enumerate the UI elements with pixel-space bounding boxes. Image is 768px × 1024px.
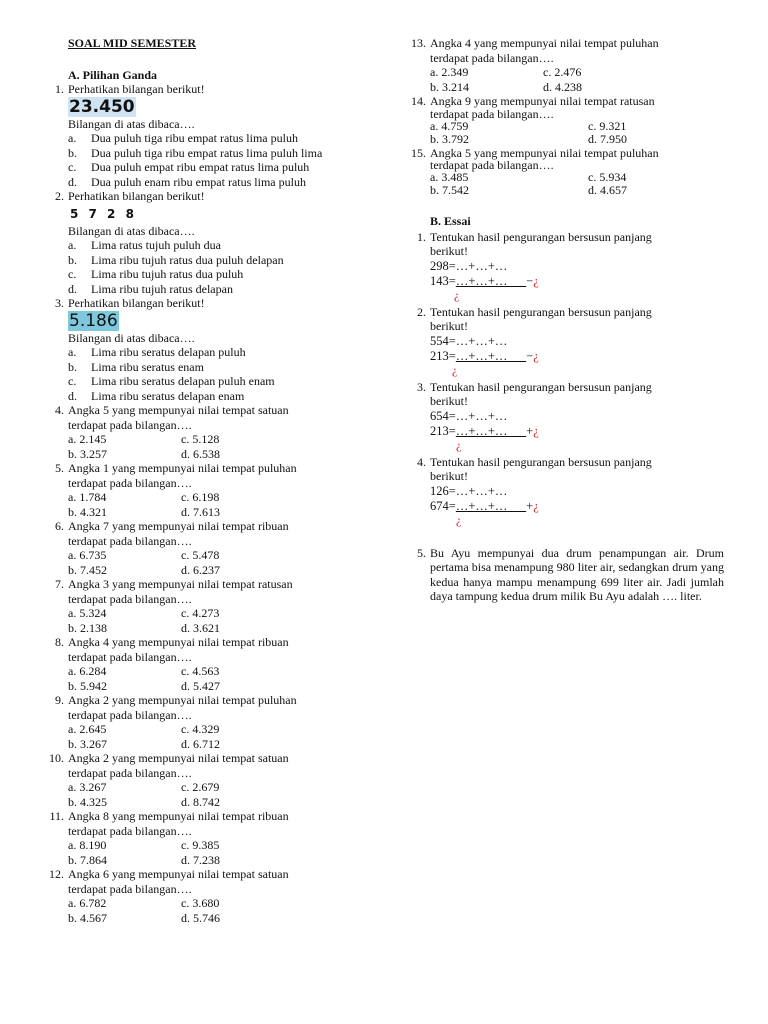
option-a[interactable]: a. Lima ribu seratus delapan puluh — [68, 345, 246, 359]
option-c[interactable]: c. 3.680 — [181, 896, 220, 910]
option-a[interactable]: a. Dua puluh tiga ribu empat ratus lima puluh — [68, 131, 298, 145]
option-c[interactable]: c. 5.128 — [181, 432, 220, 446]
option-b[interactable]: b. 7.864 — [68, 852, 107, 867]
question-text: Angka 3 yang mempunyai nilai tempat ratusan — [68, 577, 293, 591]
question-7 — [40, 577, 385, 635]
option-b[interactable]: b. 4.567 — [68, 910, 107, 925]
question-14 — [402, 94, 724, 146]
option-a[interactable]: a. 2.645 — [68, 722, 107, 736]
question-number: 3. — [55, 296, 64, 310]
question-text-cont: terdapat pada bilangan…. — [430, 158, 554, 172]
equation-line-1: 298=…+…+… — [430, 258, 508, 273]
equation-line-2: 674=…+…+… +¿ — [430, 498, 539, 513]
question-number: 8. — [55, 635, 64, 649]
option-d[interactable]: d. 8.742 — [181, 794, 220, 809]
option-b[interactable]: b. 7.542 — [430, 183, 469, 197]
question-text-cont: berikut! — [430, 394, 468, 408]
option-c[interactable]: c. 4.329 — [181, 722, 220, 736]
question-text: Angka 5 yang mempunyai nilai tempat satuan — [68, 403, 289, 417]
essay-questions — [402, 230, 724, 604]
question-text-cont: terdapat pada bilangan…. — [68, 417, 192, 432]
option-c[interactable]: c. 6.198 — [181, 490, 220, 504]
option-d[interactable]: d. 4.657 — [588, 183, 627, 197]
option-b[interactable]: b. Dua puluh tiga ribu empat ratus lima puluh lima — [68, 145, 323, 160]
option-d[interactable]: d. 6.712 — [181, 736, 220, 751]
option-a[interactable]: a. 6.284 — [68, 664, 107, 678]
question-number: 3. — [417, 379, 426, 394]
option-b[interactable]: b. 4.325 — [68, 794, 107, 809]
question-text: Bilangan di atas dibaca…. — [68, 116, 195, 131]
question-15 — [402, 146, 724, 198]
option-c[interactable]: c. Dua puluh empat ribu empat ratus lima puluh — [68, 160, 310, 174]
question-8 — [40, 635, 385, 693]
question-4 — [40, 403, 385, 461]
question-text-cont: terdapat pada bilangan…. — [68, 591, 192, 606]
essay-question-3 — [402, 380, 724, 451]
question-text-cont: terdapat pada bilangan…. — [68, 765, 192, 780]
option-a[interactable]: a. 2.145 — [68, 432, 107, 446]
option-c[interactable]: c. 9.385 — [181, 838, 220, 852]
option-d[interactable]: d. 5.427 — [181, 678, 220, 693]
question-number: 2. — [417, 304, 426, 319]
option-c[interactable]: c. Lima ribu seratus delapan puluh enam — [68, 374, 275, 388]
question-5 — [40, 461, 385, 519]
option-d[interactable]: d. Lima ribu tujuh ratus delapan — [68, 281, 233, 296]
highlighted-number: 5.186 — [69, 310, 118, 331]
question-number: 4. — [417, 454, 426, 469]
question-number: 13. — [411, 36, 426, 50]
option-d[interactable]: d. 4.238 — [543, 79, 582, 94]
red-mark: ¿ — [454, 287, 460, 302]
question-number: 12. — [49, 867, 64, 881]
question-prompt: Perhatikan bilangan berikut! — [68, 189, 205, 203]
option-c[interactable]: c. 4.563 — [181, 664, 220, 678]
option-b[interactable]: b. Lima ribu seratus enam — [68, 359, 204, 374]
option-d[interactable]: d. 7.613 — [181, 504, 220, 519]
essay-question-1 — [402, 230, 724, 301]
question-2 — [40, 189, 385, 296]
red-mark: ¿ — [452, 362, 458, 377]
right-column — [402, 36, 724, 604]
question-text-cont: terdapat pada bilangan…. — [430, 106, 554, 121]
page-title: SOAL MID SEMESTER — [68, 36, 197, 50]
option-b[interactable]: b. 4.321 — [68, 504, 107, 519]
option-a[interactable]: a. 8.190 — [68, 838, 107, 852]
question-10 — [40, 751, 385, 809]
option-c[interactable]: c. 2.679 — [181, 780, 220, 794]
question-number: 11. — [49, 809, 64, 823]
option-a[interactable]: a. 2.349 — [430, 65, 469, 79]
place-value-questions — [40, 403, 385, 925]
question-text: Angka 4 yang mempunyai nilai tempat puluhan — [430, 36, 659, 50]
question-text: Angka 4 yang mempunyai nilai tempat ribuan — [68, 635, 289, 649]
question-12 — [40, 867, 385, 925]
number-digits: 5 7 2 8 — [70, 206, 135, 221]
option-b[interactable]: b. 3.257 — [68, 446, 107, 461]
option-a[interactable]: a. Lima ratus tujuh puluh dua — [68, 238, 221, 252]
option-a[interactable]: a. 1.784 — [68, 490, 107, 504]
question-text: Bilangan di atas dibaca…. — [68, 223, 195, 238]
question-text: Angka 1 yang mempunyai nilai tempat puluhan — [68, 461, 297, 475]
option-b[interactable]: b. Lima ribu tujuh ratus dua puluh delapan — [68, 252, 284, 267]
option-a[interactable]: a. 3.267 — [68, 780, 107, 794]
question-number: 7. — [55, 577, 64, 591]
question-text-cont: berikut! — [430, 244, 468, 258]
question-number: 10. — [49, 751, 64, 765]
option-a[interactable]: a. 6.735 — [68, 548, 107, 562]
question-number: 1. — [55, 82, 64, 96]
option-c[interactable]: c. 5.478 — [181, 548, 220, 562]
question-text: Bilangan di atas dibaca…. — [68, 330, 195, 345]
option-c[interactable]: c. 4.273 — [181, 606, 220, 620]
question-1 — [40, 82, 385, 189]
option-b[interactable]: b. 5.942 — [68, 678, 107, 693]
equation-line-2: 213=…+…+… −¿ — [430, 348, 539, 363]
option-b[interactable]: b. 3.792 — [430, 131, 469, 146]
equation-line-1: 554=…+…+… — [430, 333, 508, 348]
section-b-heading: B. Essai — [430, 214, 471, 228]
question-text: Tentukan hasil pengurangan bersusun panjang — [430, 454, 652, 469]
question-number: 15. — [411, 145, 426, 160]
question-13 — [402, 36, 724, 94]
equation-line-1: 126=…+…+… — [430, 483, 508, 498]
question-3 — [40, 296, 385, 403]
equation-line-2: 213=…+…+… +¿ — [430, 423, 539, 438]
question-number: 2. — [55, 189, 64, 203]
question-text: Angka 5 yang mempunyai nilai tempat puluhan — [430, 145, 659, 160]
essay-question-5 — [402, 546, 724, 604]
word-problem-text: Bu Ayu mempunyai dua drum penampungan air. Drum pertama bisa menampung 980 liter air, sedangkan drum yang kedua hanya mampu menampung 699 liter air. Jadi jumlah daya tampung kedua drum milik Bu Ayu adalah …. liter. — [430, 545, 724, 603]
question-text: Tentukan hasil pengurangan bersusun panjang — [430, 229, 652, 244]
question-number: 6. — [55, 519, 64, 533]
question-text-cont: berikut! — [430, 469, 468, 483]
question-text: Angka 6 yang mempunyai nilai tempat satuan — [68, 867, 289, 881]
option-d[interactable]: d. 7.238 — [181, 852, 220, 867]
question-text: Tentukan hasil pengurangan bersusun panjang — [430, 379, 652, 394]
option-c[interactable]: c. 5.934 — [588, 170, 627, 184]
option-a[interactable]: a. 4.759 — [430, 118, 469, 133]
essay-question-2 — [402, 305, 724, 376]
section-a-heading: A. Pilihan Ganda — [68, 67, 158, 82]
equation-line-1: 654=…+…+… — [430, 408, 508, 423]
option-b[interactable]: b. 3.267 — [68, 736, 107, 751]
question-number: 14. — [411, 94, 426, 108]
question-number: 5. — [55, 461, 64, 475]
question-text: Angka 7 yang mempunyai nilai tempat ribuan — [68, 519, 289, 533]
question-prompt: Perhatikan bilangan berikut! — [68, 296, 205, 310]
question-number: 4. — [55, 403, 64, 417]
question-text-cont: berikut! — [430, 319, 468, 333]
option-b[interactable]: b. 3.214 — [430, 79, 469, 94]
question-9 — [40, 693, 385, 751]
question-number: 1. — [417, 229, 426, 244]
option-d[interactable]: d. 3.621 — [181, 620, 220, 635]
question-text-cont: terdapat pada bilangan…. — [68, 475, 192, 490]
question-number: 5. — [417, 545, 426, 560]
question-text-cont: terdapat pada bilangan…. — [68, 533, 192, 548]
option-a[interactable]: a. 5.324 — [68, 606, 107, 620]
question-text: Tentukan hasil pengurangan bersusun panjang — [430, 304, 652, 319]
question-text-cont: terdapat pada bilangan…. — [430, 50, 554, 65]
option-d[interactable]: d. 7.950 — [588, 131, 627, 146]
highlighted-number: 23.450 — [69, 96, 135, 117]
red-mark: ¿ — [456, 512, 462, 527]
question-text: Angka 2 yang mempunyai nilai tempat puluhan — [68, 693, 297, 707]
option-a[interactable]: a. 3.485 — [430, 170, 469, 184]
option-a[interactable]: a. 6.782 — [68, 896, 107, 910]
equation-line-2: 143=…+…+… −¿ — [430, 273, 539, 288]
question-prompt: Perhatikan bilangan berikut! — [68, 82, 205, 96]
option-c[interactable]: c. 2.476 — [543, 65, 582, 79]
question-text-cont: terdapat pada bilangan…. — [68, 881, 192, 896]
red-mark: ¿ — [456, 437, 462, 452]
option-d[interactable]: d. Lima ribu seratus delapan enam — [68, 388, 245, 403]
question-text: Angka 9 yang mempunyai nilai tempat ratusan — [430, 94, 655, 108]
question-6 — [40, 519, 385, 577]
option-b[interactable]: b. 7.452 — [68, 562, 107, 577]
question-text-cont: terdapat pada bilangan…. — [68, 707, 192, 722]
question-text-cont: terdapat pada bilangan…. — [68, 823, 192, 838]
option-d[interactable]: d. 6.538 — [181, 446, 220, 461]
question-11 — [40, 809, 385, 867]
option-d[interactable]: d. 5.746 — [181, 910, 220, 925]
question-text-cont: terdapat pada bilangan…. — [68, 649, 192, 664]
left-column — [40, 36, 385, 925]
question-number: 9. — [55, 693, 64, 707]
option-c[interactable]: c. 9.321 — [588, 118, 627, 133]
question-text: Angka 2 yang mempunyai nilai tempat satuan — [68, 751, 289, 765]
essay-question-4 — [402, 455, 724, 526]
question-text: Angka 8 yang mempunyai nilai tempat ribuan — [68, 809, 289, 823]
option-d[interactable]: d. 6.237 — [181, 562, 220, 577]
option-d[interactable]: d. Dua puluh enam ribu empat ratus lima puluh — [68, 174, 306, 189]
option-b[interactable]: b. 2.138 — [68, 620, 107, 635]
option-c[interactable]: c. Lima ribu tujuh ratus dua puluh — [68, 267, 244, 281]
